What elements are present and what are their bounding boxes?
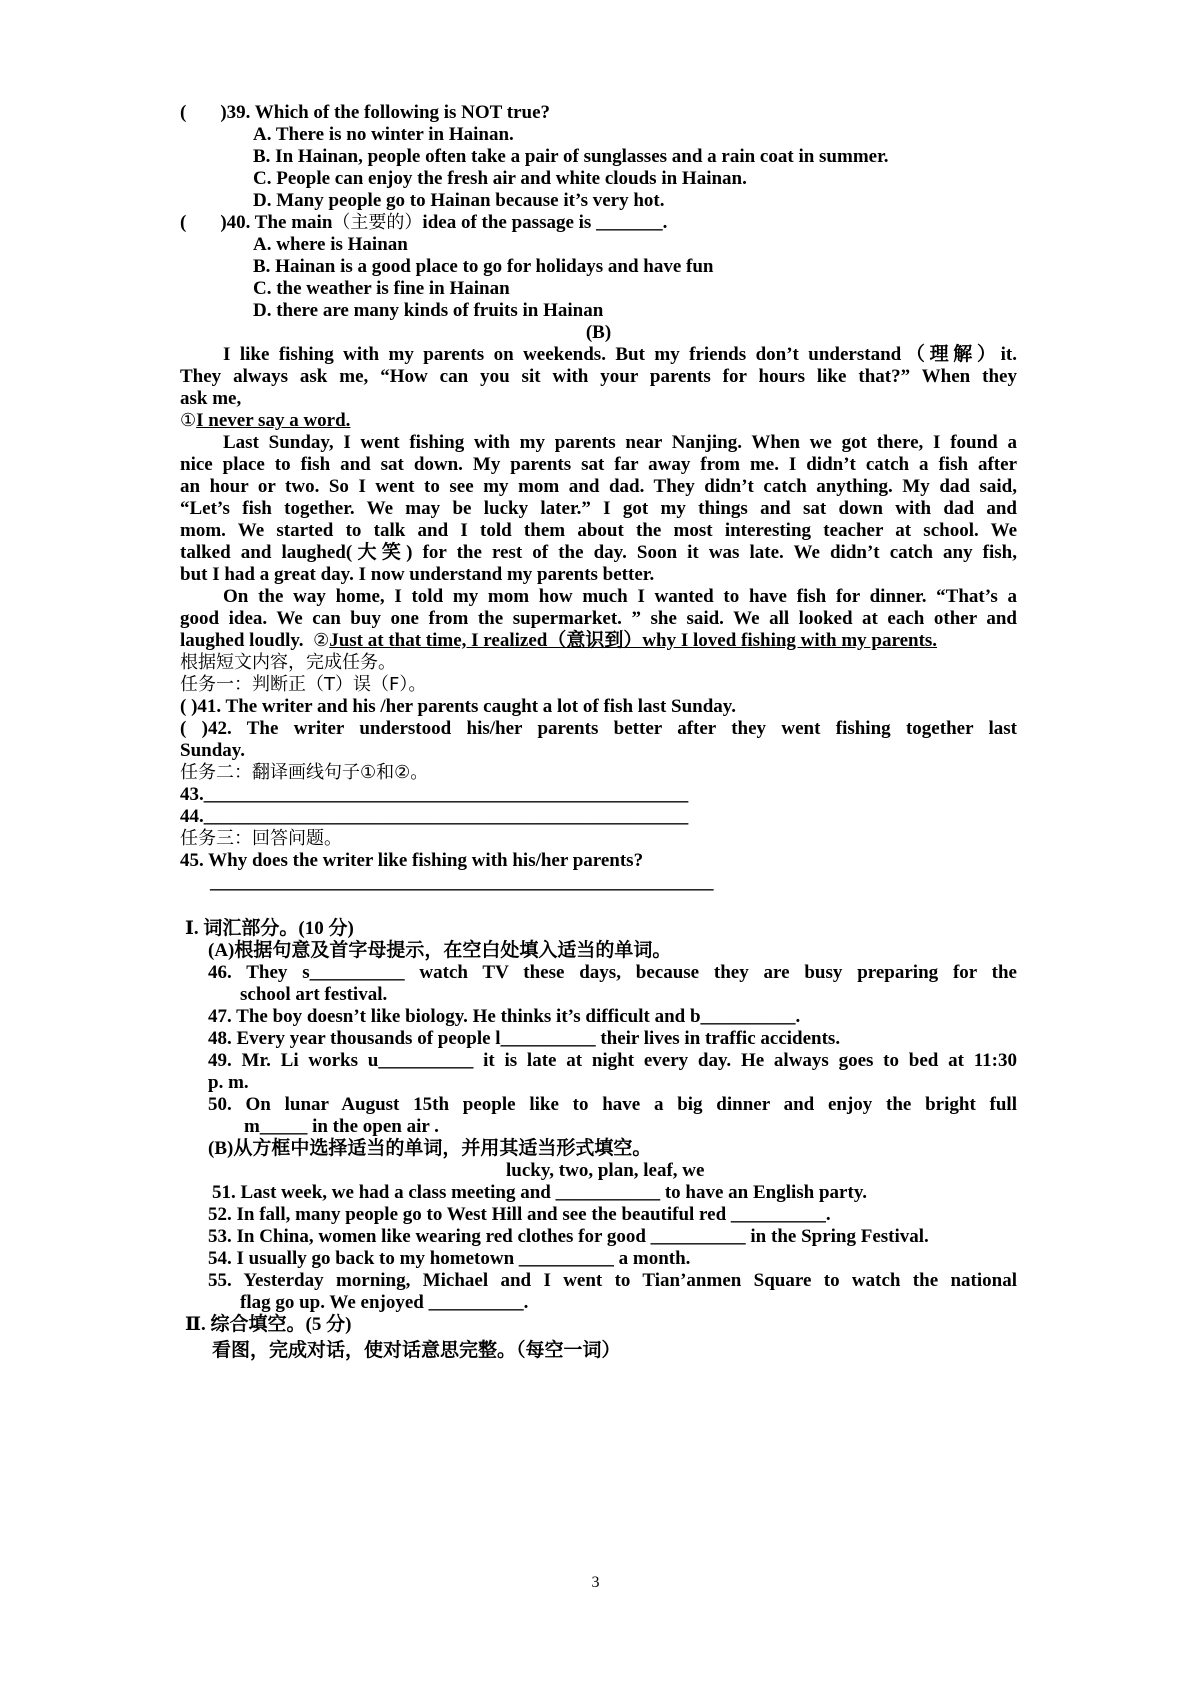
passage-b-p2-line5: mom. We started to talk and I told them about the most interesting teacher at school. We [180,520,1017,541]
page-number: 3 [591,1574,600,1591]
passage-b-p2-line1: Last Sunday, I went fishing with my parents near Nanjing. When we got there, I found a [223,432,1017,453]
q39-stem: ( )39. Which of the following is NOT true? [180,102,551,123]
q54: 54. I usually go back to my hometown __________ a month. [208,1248,691,1269]
q39-option-b: B. In Hainan, people often take a pair of sunglasses and a rain coat in summer. [253,146,889,167]
passage-b-p2-line7: but I had a great day. I now understand my parents better. [180,564,655,585]
passage-b-p3-line3: laughed loudly. ②Just at that time, I realized（意识到）why I loved fishing with my parents. [180,630,938,651]
q40-option-b: B. Hainan is a good place to go for holidays and have fun [253,256,714,277]
q44-answer-line[interactable]: 44.___________________________________________________ [180,806,689,827]
q45-answer-line[interactable]: _____________________________________________________ [210,872,714,893]
q39-option-d: D. Many people go to Hainan because it’s very hot. [253,190,665,211]
task2-title: 任务二：翻译画线句子①和②。 [180,762,429,783]
q48: 48. Every year thousands of people l__________ their lives in traffic accidents. [208,1028,841,1049]
underlined-sentence-2: Just at that time, I realized（意识到）why I loved fishing with my parents. [329,630,938,651]
passage-b-heading: (B) [585,322,612,343]
section1-title: Ⅰ. 词汇部分。(10 分) [185,918,354,939]
passage-b-p2-line4: “Let’s fish together. We may be lucky later.” I got my things and sat down with dad and [180,498,1017,519]
q49-line2: p. m. [208,1072,249,1093]
q47: 47. The boy doesn’t like biology. He thinks it’s difficult and b__________. [208,1006,801,1027]
section1-part-a-title: (A)根据句意及首字母提示，在空白处填入适当的单词。 [208,940,672,961]
passage-b-p2-line6: talked and laughed(大笑) for the rest of the day. Soon it was late. We didn’t catch any fish, [180,542,1017,563]
q53: 53. In China, women like wearing red clothes for good __________ in the Spring Festival. [208,1226,929,1247]
passage-b-p1-line2: They always ask me, “How can you sit with your parents for hours like that?” When they [180,366,1017,387]
underlined-sentence-1: ①I never say a word. [180,410,351,431]
q40-option-c: C. the weather is fine in Hainan [253,278,510,299]
q55-line2: flag go up. We enjoyed __________. [240,1292,529,1313]
q55-line1: 55. Yesterday morning, Michael and I went to Tian’anmen Square to watch the national [208,1270,1017,1291]
task3-title: 任务三：回答问题。 [180,828,342,849]
section2-instruction: 看图，完成对话，使对话意思完整。（每空一词） [212,1340,621,1361]
section2-title: Ⅱ. 综合填空。(5 分) [185,1314,352,1335]
passage-b-p3-line2: good idea. We can buy one from the supermarket. ” she said. We all looked at each other and [180,608,1017,629]
q39-option-c: C. People can enjoy the fresh air and white clouds in Hainan. [253,168,747,189]
q40-option-d: D. there are many kinds of fruits in Hainan [253,300,604,321]
passage-b-p3-line1: On the way home, I told my mom how much I wanted to have fish for dinner. “That’s a [223,586,1017,607]
task1-title: 任务一：判断正（T）误（F）。 [180,674,427,695]
q46-line2: school art festival. [240,984,388,1005]
q45-question: 45. Why does the writer like fishing with his/her parents? [180,850,644,871]
q50-line1: 50. On lunar August 15th people like to have a big dinner and enjoy the bright full [208,1094,1017,1115]
q39-option-a: A. There is no winter in Hainan. [253,124,514,145]
q50-line2: m_____ in the open air . [244,1116,439,1137]
q41: ( )41. The writer and his /her parents caught a lot of fish last Sunday. [180,696,737,717]
q49-line1: 49. Mr. Li works u__________ it is late at night every day. He always goes to bed at 11:30 [208,1050,1017,1071]
passage-b-p2-line2: nice place to fish and sat down. My parents sat far away from me. I didn’t catch a fish after [180,454,1017,475]
passage-b-p1-line1: I like fishing with my parents on weekends. But my friends don’t understand（理解）it. [223,344,1017,365]
q51: 51. Last week, we had a class meeting and ___________ to have an English party. [212,1182,868,1203]
passage-b-p2-line3: an hour or two. So I went to see my mom and dad. They didn’t catch anything. My dad said, [180,476,1017,497]
q40-option-a: A. where is Hainan [253,234,408,255]
q52: 52. In fall, many people go to West Hill and see the beautiful red __________. [208,1204,831,1225]
tasks-instruction: 根据短文内容，完成任务。 [180,652,396,673]
section1-part-b-title: (B)从方框中选择适当的单词，并用其适当形式填空。 [208,1138,652,1159]
q42-line2: Sunday. [180,740,245,761]
q43-answer-line[interactable]: 43.___________________________________________________ [180,784,689,805]
q40-stem: ( )40. The main（主要的）idea of the passage is _______. [180,212,668,233]
passage-b-p1-line3: ask me, [180,388,242,409]
q42-line1: ( )42. The writer understood his/her parents better after they went fishing together last [180,718,1017,739]
q46-line1: 46. They s__________ watch TV these days, because they are busy preparing for the [208,962,1017,983]
word-box: lucky, two, plan, leaf, we [506,1160,705,1181]
